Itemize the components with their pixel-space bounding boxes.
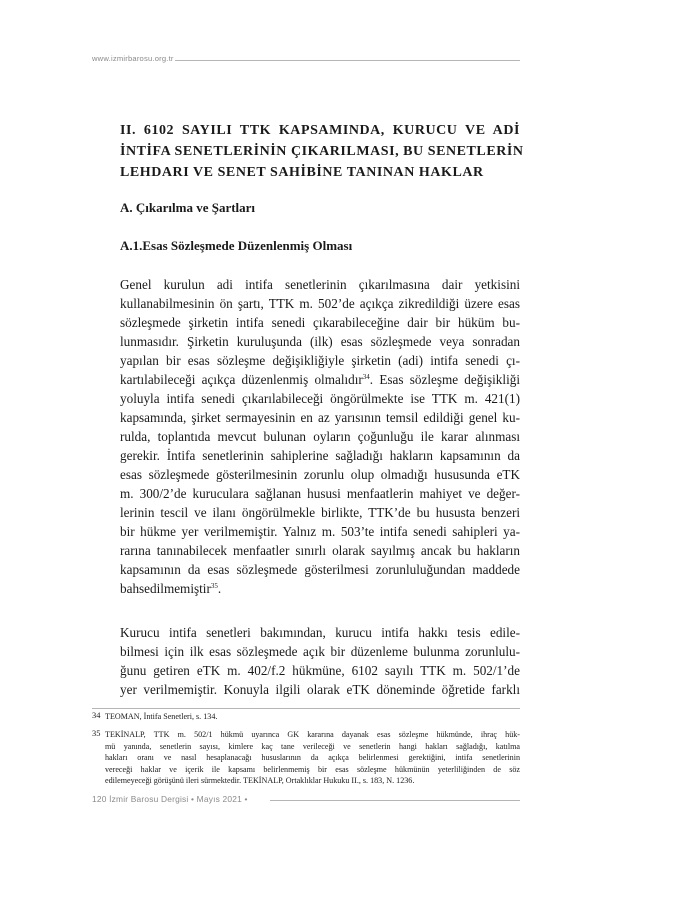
paragraph-line: kapsamının da esas sözleşmede gösterilmesi zorunluluğundan maddede: [120, 562, 520, 577]
header-divider: [175, 60, 520, 61]
paragraph-line: rulda, toplantıda mevcut bulunan oyların çoğunluğu ile karar alınması: [120, 429, 520, 444]
paragraph-line: sözleşmede şirketin intifa senedi çıkarabileceğine dair bir hüküm bu-: [120, 315, 520, 330]
footnote-number: 35: [92, 729, 101, 738]
chapter-heading: [120, 120, 524, 183]
chapter-heading-line: II. 6102 SAYILI TTK KAPSAMINDA, KURUCU VE ADİ: [120, 123, 520, 138]
paragraph-line: rarına tanınabilecek menfaatler sınırlı olarak sayılmış ancak bu hakların: [120, 543, 520, 558]
footnote-34: [92, 711, 520, 723]
footnote-number: 34: [92, 711, 101, 720]
footnote-line: mü yanında, senetlerin sayısı, kimlere kaç tane verileceği ve senetlerin hangi hakları sağladığı, katılma: [105, 741, 520, 751]
chapter-heading-line: İNTİFA SENETLERİNİN ÇIKARILMASI, BU SENETLERİN: [120, 144, 524, 159]
paragraph-line: kapsamında, şirket sermayesinin en az yarısının temsil edildiği genel ku-: [120, 410, 520, 425]
paragraph-line: kullanabilmesinin ön şartı, TTK m. 502’de açıkça zikredildiği üzere esas: [120, 296, 520, 311]
paragraph-line: gerekir. İntifa senetlerinin sahiplerine sağladığı hakların kapsamının da: [120, 448, 520, 463]
paragraph-line: bilmesi için ilk esas sözleşmede açık bir düzenleme bulunma zorunlulu-: [120, 644, 520, 659]
footnote-line: TEKİNALP, TTK m. 502/1 hükmü uyarınca GK kararına dayanak esas sözleşme hükmünde, ihraç hük-: [105, 730, 520, 739]
paragraph-line: ğunu getiren eTK m. 402/f.2 hükmüne, 6102 sayılı TTK m. 502/1’de: [120, 663, 520, 678]
paragraph-line: Genel kurulun adi intifa senetlerinin çıkarılmasına dair yetkisini: [120, 277, 520, 292]
footnote-ref-34[interactable]: 34: [362, 373, 370, 381]
body-paragraph-1: [120, 275, 520, 598]
paragraph-line: Kurucu intifa senetleri bakımından, kurucu intifa hakkı tesis edile-: [120, 625, 520, 640]
section-a-title: A. Çıkarılma ve Şartları: [120, 200, 256, 215]
paragraph-line: bahsedilmemiştir$^{35}$.: [120, 581, 222, 596]
site-url[interactable]: www.izmirbarosu.org.tr: [92, 54, 174, 63]
chapter-heading-line: LEHDARI VE SENET SAHİBİNE TANINAN HAKLAR: [120, 165, 484, 180]
footnote-divider: [92, 708, 520, 709]
section-a1-title: A.1.Esas Sözleşmede Düzenlenmiş Olması: [120, 238, 353, 253]
footnote-ref-35[interactable]: 35: [210, 582, 218, 590]
paragraph-line: kartılabileceği açıkça düzenlenmiş olmalıdır$^{34}$. Esas sözleşme değişikliği: [120, 372, 520, 387]
paragraph-line: yoluyla intifa senedi çıkarılabileceği öngörülmekte ise TTK m. 421(1): [120, 391, 520, 406]
paragraph-line: lerinin tescil ve ilanı öngörülmekle birlikte, TTK’de bu hususta benzeri: [120, 505, 520, 520]
footnote-line: TEOMAN, İntifa Senetleri, s. 134.: [105, 712, 218, 721]
footnote-35: [92, 729, 520, 787]
paragraph-line: m. 300/2’de kuruculara sağlanan hususi menfaatlerin mahiyet ve değer-: [120, 486, 520, 501]
paragraph-line: bir hükme yer verilmemiştir. Yalnız m. 503’te intifa senedi sahipleri ya-: [120, 524, 520, 539]
footnote-line: edilemeyeceği görüşünü ileri sürmektedir. TEKİNALP, Ortaklıklar Hukuku II., s. 183, N. 1236.: [105, 776, 415, 786]
footnote-line: hakları oranı ve nasıl hesaplanacağı hususlarının da açıkça belirlenmesi gerektiğini, intifa senetlerinin: [105, 753, 520, 763]
paragraph-line: yer verilmemiştir. Konuyla ilgili olarak eTK döneminde öğretide farklı: [120, 682, 520, 697]
paragraph-line: esas sözleşmede gösterilmesinin zorunlu olup olmadığı hususunda eTK: [120, 467, 520, 482]
body-paragraph-2: [120, 623, 520, 699]
paragraph-line: yapılan bir esas sözleşme değişikliğiyle şirketin (adi) intifa senedi çı-: [120, 353, 520, 368]
page-footer: 120 İzmir Barosu Dergisi • Mayıs 2021 •: [92, 794, 248, 804]
footnote-line: vereceği haklar ve içerik ile kapsamı belirlenmemiş bir esas sözleşme hükmünün yeterliliğinden de söz: [105, 764, 520, 774]
paragraph-line: lunmasıdır. Şirketin kuruluşunda (ilk) esas sözleşmede veya sonradan: [120, 334, 520, 349]
footer-divider: [270, 800, 520, 801]
